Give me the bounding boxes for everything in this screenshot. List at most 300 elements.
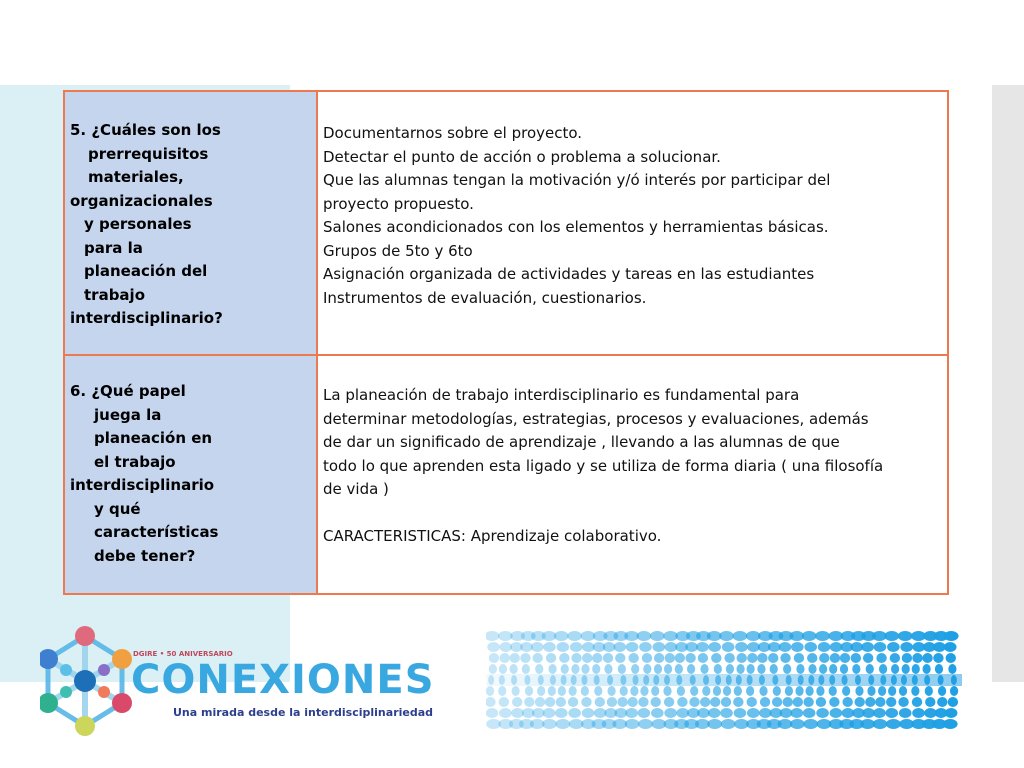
wave-dot [912, 664, 920, 674]
wave-dot [886, 697, 896, 707]
wave-dot [898, 631, 913, 641]
wave-dot [886, 719, 901, 729]
wave-dot [627, 697, 637, 707]
wave-dot [924, 675, 930, 685]
wave-dot [651, 708, 664, 718]
wave-dot [571, 653, 581, 663]
wave-dot [888, 686, 896, 696]
wave-dot [798, 675, 804, 685]
question-line: interdisciplinario [70, 476, 215, 494]
wave-dot [902, 653, 912, 663]
wave-dot [873, 708, 886, 718]
wave-dot [489, 664, 497, 674]
questions-table [63, 90, 949, 595]
wave-dot [569, 686, 577, 696]
wave-dot [768, 642, 781, 652]
answer-cell [317, 91, 948, 355]
wave-dot [625, 719, 640, 729]
wave-dot [700, 664, 708, 674]
question-line: interdisciplinario? [70, 309, 223, 327]
wave-dot [543, 708, 556, 718]
wave-dot [922, 653, 932, 663]
wave-dot [650, 697, 660, 707]
wave-dot [654, 664, 662, 674]
wave-dot [925, 697, 935, 707]
wave-dot [687, 664, 695, 674]
wave-dot [581, 697, 591, 707]
table-row [64, 355, 948, 594]
question-text [65, 92, 316, 331]
question-line: planeación del [84, 262, 208, 280]
wave-dot [912, 653, 922, 663]
wave-dot [665, 653, 675, 663]
wave-dot [759, 675, 765, 685]
wave-dot [768, 653, 778, 663]
answer-line: Detectar el punto de acción o problema a solucionar. [323, 147, 721, 166]
wave-dot [522, 664, 530, 674]
answer-line: Asignación organizada de actividades y tareas en las estudiantes [323, 265, 815, 283]
wave-dot [520, 653, 530, 663]
wave-dot [592, 664, 600, 674]
wave-dot [499, 653, 509, 663]
wave-dot [876, 653, 886, 663]
wave-dot [571, 675, 577, 685]
wave-dot [851, 653, 861, 663]
wave-dot [899, 708, 912, 718]
question-line: 5. ¿Cuáles son los [70, 121, 221, 139]
wave-dot [581, 664, 589, 674]
wave-dot [546, 653, 556, 663]
wave-dot [735, 642, 748, 652]
question-line: trabajo [84, 285, 145, 304]
logo-small-caption: DGIRE • 50 ANIVERSARIO [133, 650, 233, 658]
wave-dot [711, 653, 721, 663]
wave-dot [557, 642, 570, 652]
question-line: debe tener? [94, 546, 196, 565]
wave-dot [855, 675, 861, 685]
wave-dot [948, 697, 958, 707]
wave-dot [708, 708, 721, 718]
wave-dot [558, 686, 566, 696]
wave-dot [791, 642, 804, 652]
wave-dot [912, 675, 918, 685]
wave-dot [868, 675, 874, 685]
wave-dot [807, 653, 817, 663]
wave-dot [640, 686, 648, 696]
wave-dot [865, 697, 875, 707]
wave-dot [786, 675, 792, 685]
wave-dot [548, 686, 556, 696]
wave-dot [582, 708, 595, 718]
wave-dot [498, 686, 506, 696]
wave-dot [617, 697, 627, 707]
wave-dot [581, 686, 589, 696]
wave-dot [772, 675, 778, 685]
wave-dot [880, 675, 886, 685]
wave-dot [631, 664, 639, 674]
wave-dot [696, 642, 709, 652]
wave-dot [759, 686, 767, 696]
wave-dot [943, 719, 958, 729]
paragraph-spacer [323, 502, 947, 526]
answer-line: CARACTERISTICAS: Aprendizaje colaborativo. [323, 527, 662, 545]
wave-dot [499, 664, 507, 674]
wave-dot [543, 642, 556, 652]
wave-dot [850, 642, 863, 652]
wave-dot [875, 697, 885, 707]
wave-dot [946, 653, 956, 663]
wave-dot [664, 697, 674, 707]
wave-dot [873, 719, 888, 729]
wave-dot [603, 642, 616, 652]
answer-line: Salones acondicionados con los elementos y herramientas básicas. [323, 218, 829, 236]
wave-dot [510, 653, 520, 663]
wave-dot [935, 664, 943, 674]
wave-dot [783, 697, 793, 707]
wave-dot [805, 686, 813, 696]
wave-dot [772, 697, 782, 707]
wave-dot [815, 631, 830, 641]
wave-dot [675, 653, 685, 663]
answer-line: proyecto propuesto. [323, 194, 474, 213]
wave-dot [555, 708, 568, 718]
wave-dot [937, 697, 947, 707]
wave-dot [489, 653, 499, 663]
wave-dot [884, 631, 899, 641]
wave-dot [535, 697, 545, 707]
wave-dot [780, 653, 790, 663]
question-line: planeación en [94, 429, 213, 447]
wave-dot [829, 686, 837, 696]
wave-dot [885, 708, 898, 718]
wave-dot [697, 708, 710, 718]
wave-dot [653, 675, 659, 685]
wave-dot [890, 653, 900, 663]
wave-dot [487, 642, 500, 652]
wave-dot [733, 697, 743, 707]
wave-dot [719, 631, 734, 641]
wave-dot [581, 675, 587, 685]
wave-dot [923, 664, 931, 674]
wave-dot [770, 664, 778, 674]
wave-dot [594, 686, 602, 696]
wave-dot [636, 631, 651, 641]
wave-dot [707, 719, 722, 729]
wave-dot [511, 675, 517, 685]
answer-line: de vida ) [323, 480, 389, 498]
wave-dot [595, 697, 605, 707]
wave-dot [676, 675, 682, 685]
answer-line: Documentarnos sobre el proyecto. [323, 124, 583, 142]
wave-dot [710, 697, 720, 707]
answer-text [318, 356, 947, 549]
wave-dot [736, 675, 742, 685]
wave-dot [733, 631, 748, 641]
wave-dot [912, 708, 925, 718]
wave-dot [855, 697, 865, 707]
wave-dot [819, 653, 829, 663]
question-line: el trabajo [94, 452, 176, 471]
wave-dot [559, 653, 569, 663]
wave-dot [899, 686, 907, 696]
wave-dot [723, 686, 731, 696]
wave-dot [902, 664, 910, 674]
wave-dot [829, 697, 839, 707]
wave-dot [620, 686, 628, 696]
wave-dot [625, 708, 638, 718]
wave-dot [714, 664, 722, 674]
wave-dot [650, 631, 665, 641]
wave-dot [794, 653, 804, 663]
conexiones-logo [40, 626, 435, 740]
wave-dot [512, 697, 522, 707]
wave-dot [933, 642, 946, 652]
wave-dot [545, 697, 555, 707]
wave-dot [510, 664, 518, 674]
wave-dot [803, 708, 816, 718]
wave-dot [630, 686, 638, 696]
wave-dot [524, 675, 530, 685]
decorative-wave-pattern [486, 630, 962, 730]
wave-dot [608, 686, 616, 696]
wave-dot [862, 708, 875, 718]
wave-dot [615, 653, 625, 663]
wave-dot [620, 675, 626, 685]
wave-dot [933, 653, 943, 663]
wave-dot [642, 653, 652, 663]
wave-dot [747, 653, 757, 663]
answer-line: Que las alumnas tengan la motivación y/ó interés por participar del [323, 171, 831, 189]
wave-dot [791, 708, 804, 718]
wave-dot [690, 675, 696, 685]
wave-dot [604, 664, 612, 674]
wave-dot [525, 686, 533, 696]
question-line: y qué [94, 499, 141, 518]
wave-dot [816, 697, 826, 707]
wave-dot [582, 653, 592, 663]
wave-dot [708, 642, 721, 652]
wave-dot [555, 719, 570, 729]
answer-line: todo lo que aprenden esta ligado y se utiliza de forma diaria ( una filosofía [323, 456, 884, 475]
wave-dot [747, 697, 757, 707]
wave-dot [607, 675, 613, 685]
wave-dot [830, 708, 843, 718]
wave-dot [803, 719, 818, 729]
wave-dot [866, 664, 874, 674]
wave-dot [520, 642, 533, 652]
wave-dot [793, 697, 803, 707]
wave-dot [556, 697, 566, 707]
answer-cell [317, 355, 948, 594]
wave-dot [654, 653, 664, 663]
wave-dot [840, 664, 848, 674]
wave-dot [715, 675, 721, 685]
wave-dot [842, 675, 848, 685]
wave-dot [639, 642, 652, 652]
wave-dot [780, 708, 793, 718]
question-line: y personales [84, 215, 192, 233]
wave-dot [638, 697, 648, 707]
wave-dot [677, 697, 687, 707]
wave-dot [863, 653, 873, 663]
wave-dot [685, 642, 698, 652]
answer-text [318, 92, 947, 310]
logo-title: CONEXIONES [131, 657, 435, 703]
wave-dot [561, 675, 567, 685]
wave-dot [663, 686, 671, 696]
wave-dot [861, 642, 874, 652]
wave-dot [726, 664, 734, 674]
wave-dot [912, 697, 922, 707]
answer-line: de dar un significado de aprendizaje , llevando a las alumnas de que [323, 433, 840, 451]
wave-dot [734, 708, 747, 718]
wave-dot [830, 653, 840, 663]
wave-dot [878, 686, 886, 696]
wave-dot [615, 708, 628, 718]
wave-dot [938, 686, 946, 696]
wave-dot [783, 664, 791, 674]
wave-dot [944, 642, 957, 652]
wave-dot [594, 675, 600, 685]
wave-dot [724, 653, 734, 663]
wave-dot [747, 708, 760, 718]
wave-dot [651, 686, 659, 696]
wave-dot [842, 686, 850, 696]
wave-dot [653, 642, 666, 652]
wave-dot [524, 697, 534, 707]
wave-dot [643, 664, 651, 674]
wave-dot [757, 653, 767, 663]
wave-dot [747, 675, 753, 685]
question-line: características [94, 523, 219, 541]
wave-dot [900, 642, 913, 652]
wave-dot [816, 708, 829, 718]
wave-dot [499, 697, 509, 707]
wave-dot [486, 708, 498, 718]
wave-dot [664, 675, 670, 685]
wave-dot [802, 631, 817, 641]
wave-dot [887, 642, 900, 652]
wave-dot [677, 686, 685, 696]
wave-dot [638, 719, 653, 729]
wave-dot [808, 664, 816, 674]
wave-dot [607, 697, 617, 707]
question-cell [64, 91, 317, 355]
question-line: organizacionales [70, 191, 213, 210]
wave-dot [685, 653, 695, 663]
wave-dot [664, 664, 672, 674]
wave-dot [842, 697, 852, 707]
question-line: juega la [94, 405, 162, 424]
wave-dot [499, 675, 505, 685]
question-line: para la [84, 238, 143, 257]
wave-dot [570, 642, 583, 652]
wave-dot [785, 686, 793, 696]
wave-dot [512, 686, 520, 696]
wave-dot [561, 664, 569, 674]
wave-dot [628, 653, 638, 663]
wave-dot [532, 653, 542, 663]
wave-dot [951, 675, 957, 685]
wave-dot [721, 697, 731, 707]
wave-dot [614, 642, 627, 652]
wave-dot [626, 642, 639, 652]
wave-dot [855, 686, 863, 696]
wave-dot [819, 664, 827, 674]
wave-dot [713, 686, 721, 696]
wave-dot [948, 664, 956, 674]
wave-dot [874, 642, 887, 652]
wave-dot [721, 719, 736, 729]
wave-dot [690, 686, 698, 696]
wave-dot [747, 664, 755, 674]
wave-dot [689, 697, 699, 707]
wave-dot [891, 675, 897, 685]
wave-dot [804, 642, 817, 652]
wave-dot [722, 642, 735, 652]
wave-dot [816, 686, 824, 696]
wave-dot [829, 675, 835, 685]
wave-dot [592, 653, 602, 663]
wave-dot [700, 697, 710, 707]
wave-dot [852, 664, 860, 674]
wave-dot [901, 675, 907, 685]
wave-dot [542, 719, 557, 729]
wave-dot [803, 697, 813, 707]
wave-dot [538, 675, 544, 685]
answer-line: Instrumentos de evaluación, cuestionarios. [323, 288, 647, 307]
wave-dot [773, 686, 781, 696]
wave-dot [568, 697, 578, 707]
question-line: 6. ¿Qué papel [70, 382, 186, 400]
answer-line: determinar metodologías, estrategias, procesos y evaluaciones, además [323, 409, 869, 428]
wave-dot [643, 675, 649, 685]
wave-dot [567, 631, 582, 641]
logo-subtitle: Una mirada desde la interdisciplinariedad [173, 706, 434, 719]
wave-dot [618, 664, 626, 674]
wave-dot [911, 686, 919, 696]
wave-dot [737, 653, 747, 663]
wave-dot [486, 631, 499, 641]
wave-dot [818, 675, 824, 685]
wave-dot [736, 664, 744, 674]
wave-dot [550, 675, 556, 685]
question-text [65, 356, 316, 568]
table-row [64, 91, 948, 355]
wave-dot [790, 719, 805, 729]
answer-line: La planeación de trabajo interdisciplinario es fundamental para [323, 386, 800, 404]
wave-dot [760, 697, 770, 707]
wave-dot [757, 664, 765, 674]
wave-dot [746, 686, 754, 696]
wave-dot [603, 653, 613, 663]
wave-dot [571, 664, 579, 674]
network-emblem-icon [40, 626, 132, 740]
question-cell [64, 355, 317, 594]
wave-dot [891, 664, 899, 674]
wave-dot [638, 708, 651, 718]
wave-dot [698, 653, 708, 663]
wave-dot [945, 708, 958, 718]
wave-dot [499, 708, 512, 718]
wave-dot [840, 653, 850, 663]
wave-dot [548, 664, 556, 674]
wave-dot [944, 631, 959, 641]
wave-dot [879, 664, 887, 674]
wave-dot [938, 675, 944, 685]
wave-dot [702, 686, 710, 696]
wave-dot [537, 686, 545, 696]
